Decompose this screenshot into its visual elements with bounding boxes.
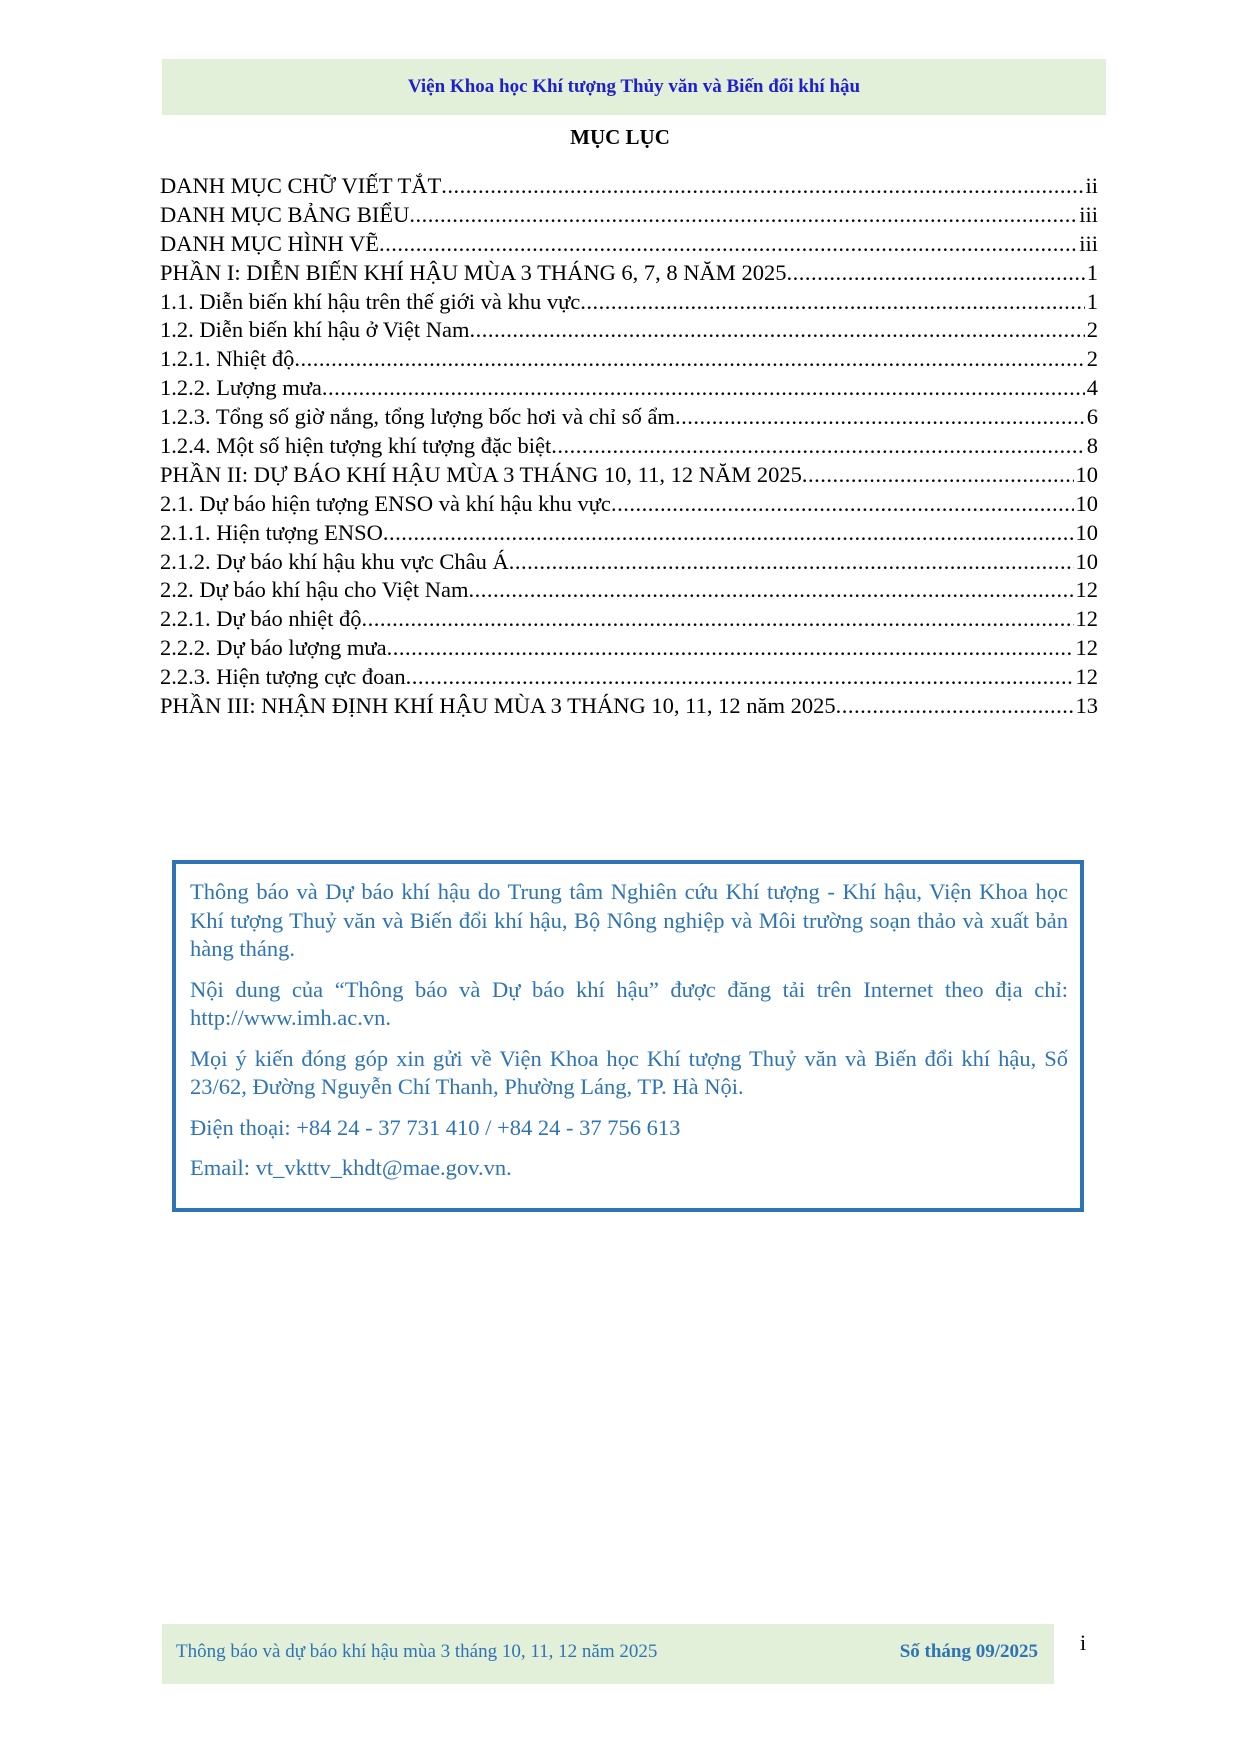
toc-entry-label: 2.2.2. Dự báo lượng mưa bbox=[160, 635, 387, 661]
toc-entry-label: 2.1.2. Dự báo khí hậu khu vực Châu Á bbox=[160, 548, 509, 574]
toc-entry-label: DANH MỤC HÌNH VẼ bbox=[160, 230, 379, 256]
toc-entry-page: 2 bbox=[1086, 317, 1098, 343]
toc-entry-label: DANH MỤC CHỮ VIẾT TẮT bbox=[160, 173, 442, 198]
toc-entry[interactable] bbox=[160, 490, 1098, 519]
toc-entry-label: 1.1. Diễn biến khí hậu trên thế giới và khu vực bbox=[160, 288, 581, 314]
toc-entry-page: 1 bbox=[1086, 288, 1098, 314]
toc-dot-leader bbox=[611, 490, 1074, 519]
toc-dot-leader bbox=[441, 172, 1083, 201]
toc-dot-leader bbox=[551, 432, 1084, 461]
toc-entry[interactable] bbox=[160, 461, 1098, 490]
info-paragraph-publisher: Thông báo và Dự báo khí hậu do Trung tâm Nghiên cứu Khí tượng - Khí hậu, Viện Khoa học Khí tượng Thuỷ văn và Biến đổi khí hậu, Bộ Nông nghiệp và Môi trường soạn thảo và xuất bản hàng tháng. bbox=[190, 879, 1068, 961]
toc-entry-label: 2.1. Dự báo hiện tượng ENSO và khí hậu khu vực bbox=[160, 490, 611, 516]
toc-entry-label: 2.2.1. Dự báo nhiệt độ bbox=[160, 606, 362, 632]
toc-entry-label: PHẦN I: DIỄN BIẾN KHÍ HẬU MÙA 3 THÁNG 6, 7, 8 NĂM 2025 bbox=[160, 259, 787, 285]
toc-entry[interactable] bbox=[160, 576, 1098, 605]
page-footer bbox=[162, 1624, 1054, 1684]
toc-dot-leader bbox=[322, 374, 1085, 403]
toc-entry-page: 13 bbox=[1075, 693, 1098, 719]
page-number: i bbox=[1080, 1630, 1087, 1655]
toc-entry[interactable] bbox=[160, 403, 1098, 432]
toc-dot-leader bbox=[802, 461, 1074, 490]
toc-entry[interactable] bbox=[160, 230, 1098, 259]
toc-dot-leader bbox=[836, 692, 1074, 721]
toc-entry-label: PHẦN III: NHẬN ĐỊNH KHÍ HẬU MÙA 3 THÁNG 10, 11, 12 năm 2025 bbox=[160, 693, 836, 719]
toc-entry-label: DANH MỤC BẢNG BIỂU bbox=[160, 201, 410, 227]
info-email[interactable]: Email: vt_vkttv_khdt@mae.gov.vn. bbox=[190, 1155, 512, 1180]
toc-dot-leader bbox=[409, 201, 1077, 230]
info-paragraph-website[interactable]: Nội dung của “Thông báo và Dự báo khí hậu” được đăng tải trên Internet theo địa chỉ: http://www.imh.ac.vn. bbox=[190, 976, 1068, 1030]
footer-publication-title: Thông báo và dự báo khí hậu mùa 3 tháng 10, 11, 12 năm 2025 bbox=[176, 1641, 658, 1662]
toc-entry-page: 10 bbox=[1075, 548, 1098, 574]
toc-entry-page: ii bbox=[1085, 173, 1098, 198]
toc-entry[interactable] bbox=[160, 345, 1098, 374]
toc-entry-page: 6 bbox=[1086, 404, 1098, 430]
toc-entry-label: 1.2.4. Một số hiện tượng khí tượng đặc biệt bbox=[160, 433, 552, 459]
toc-dot-leader bbox=[580, 288, 1085, 317]
toc-entry-label: 2.1.1. Hiện tượng ENSO bbox=[160, 519, 383, 545]
toc-entry[interactable] bbox=[160, 259, 1098, 288]
toc-entry[interactable] bbox=[160, 374, 1098, 403]
toc-dot-leader bbox=[383, 519, 1074, 548]
toc-entry-page: 12 bbox=[1075, 664, 1098, 690]
toc-title: MỤC LỤC bbox=[570, 125, 670, 149]
toc-entry-label: PHẦN II: DỰ BÁO KHÍ HẬU MÙA 3 THÁNG 10, 11, 12 NĂM 2025 bbox=[160, 461, 802, 487]
toc-entry-page: 10 bbox=[1075, 490, 1098, 516]
toc-entry-page: iii bbox=[1079, 201, 1098, 227]
toc-entry-label: 1.2.1. Nhiệt độ bbox=[160, 346, 295, 372]
toc-entry-page: 10 bbox=[1075, 519, 1098, 545]
toc-entry[interactable] bbox=[160, 316, 1098, 345]
toc-entry-page: iii bbox=[1079, 230, 1098, 256]
toc-entry[interactable] bbox=[160, 548, 1098, 577]
toc-entry[interactable] bbox=[160, 432, 1098, 461]
toc-entry[interactable] bbox=[160, 634, 1098, 663]
toc-dot-leader bbox=[379, 230, 1077, 259]
toc-entry[interactable] bbox=[160, 663, 1098, 692]
toc-entry-page: 2 bbox=[1086, 346, 1098, 372]
table-of-contents bbox=[160, 172, 1098, 721]
toc-entry[interactable] bbox=[160, 605, 1098, 634]
toc-entry[interactable] bbox=[160, 692, 1098, 721]
header-title: Viện Khoa học Khí tượng Thủy văn và Biến đổi khí hậu bbox=[407, 76, 861, 97]
toc-dot-leader bbox=[362, 605, 1074, 634]
toc-dot-leader bbox=[786, 259, 1084, 288]
toc-entry-page: 8 bbox=[1086, 433, 1098, 459]
toc-entry[interactable] bbox=[160, 172, 1098, 201]
toc-entry[interactable] bbox=[160, 519, 1098, 548]
toc-dot-leader bbox=[406, 663, 1074, 692]
toc-dot-leader bbox=[469, 576, 1074, 605]
footer-issue: Số tháng 09/2025 bbox=[899, 1641, 1038, 1662]
toc-entry-page: 12 bbox=[1075, 577, 1098, 603]
toc-entry-label: 1.2. Diễn biến khí hậu ở Việt Nam bbox=[160, 317, 470, 343]
toc-entry-page: 10 bbox=[1075, 461, 1098, 487]
toc-entry-page: 1 bbox=[1086, 259, 1098, 285]
page-header bbox=[162, 59, 1106, 115]
toc-entry-label: 1.2.2. Lượng mưa bbox=[160, 375, 322, 401]
toc-entry[interactable] bbox=[160, 201, 1098, 230]
toc-entry[interactable] bbox=[160, 288, 1098, 317]
toc-entry-page: 12 bbox=[1075, 606, 1098, 632]
toc-entry-page: 12 bbox=[1075, 635, 1098, 661]
toc-dot-leader bbox=[294, 345, 1084, 374]
publication-info-box bbox=[172, 860, 1084, 1212]
toc-entry-label: 2.2.3. Hiện tượng cực đoan bbox=[160, 664, 406, 690]
toc-entry-page: 4 bbox=[1086, 375, 1098, 401]
toc-dot-leader bbox=[469, 316, 1084, 345]
info-paragraph-address: Mọi ý kiến đóng góp xin gửi về Viện Khoa học Khí tượng Thuỷ văn và Biến đổi khí hậu, Số 23/62, Đường Nguyễn Chí Thanh, Phường Láng, TP. Hà Nội. bbox=[190, 1045, 1068, 1099]
toc-dot-leader bbox=[675, 403, 1085, 432]
toc-entry-label: 2.2. Dự báo khí hậu cho Việt Nam bbox=[160, 577, 469, 603]
toc-entry-label: 1.2.3. Tổng số giờ nắng, tổng lượng bốc hơi và chỉ số ẩm bbox=[160, 404, 675, 430]
toc-dot-leader bbox=[387, 634, 1074, 663]
info-phone: Điện thoại: +84 24 - 37 731 410 / +84 24 - 37 756 613 bbox=[190, 1114, 681, 1140]
toc-dot-leader bbox=[509, 548, 1074, 577]
